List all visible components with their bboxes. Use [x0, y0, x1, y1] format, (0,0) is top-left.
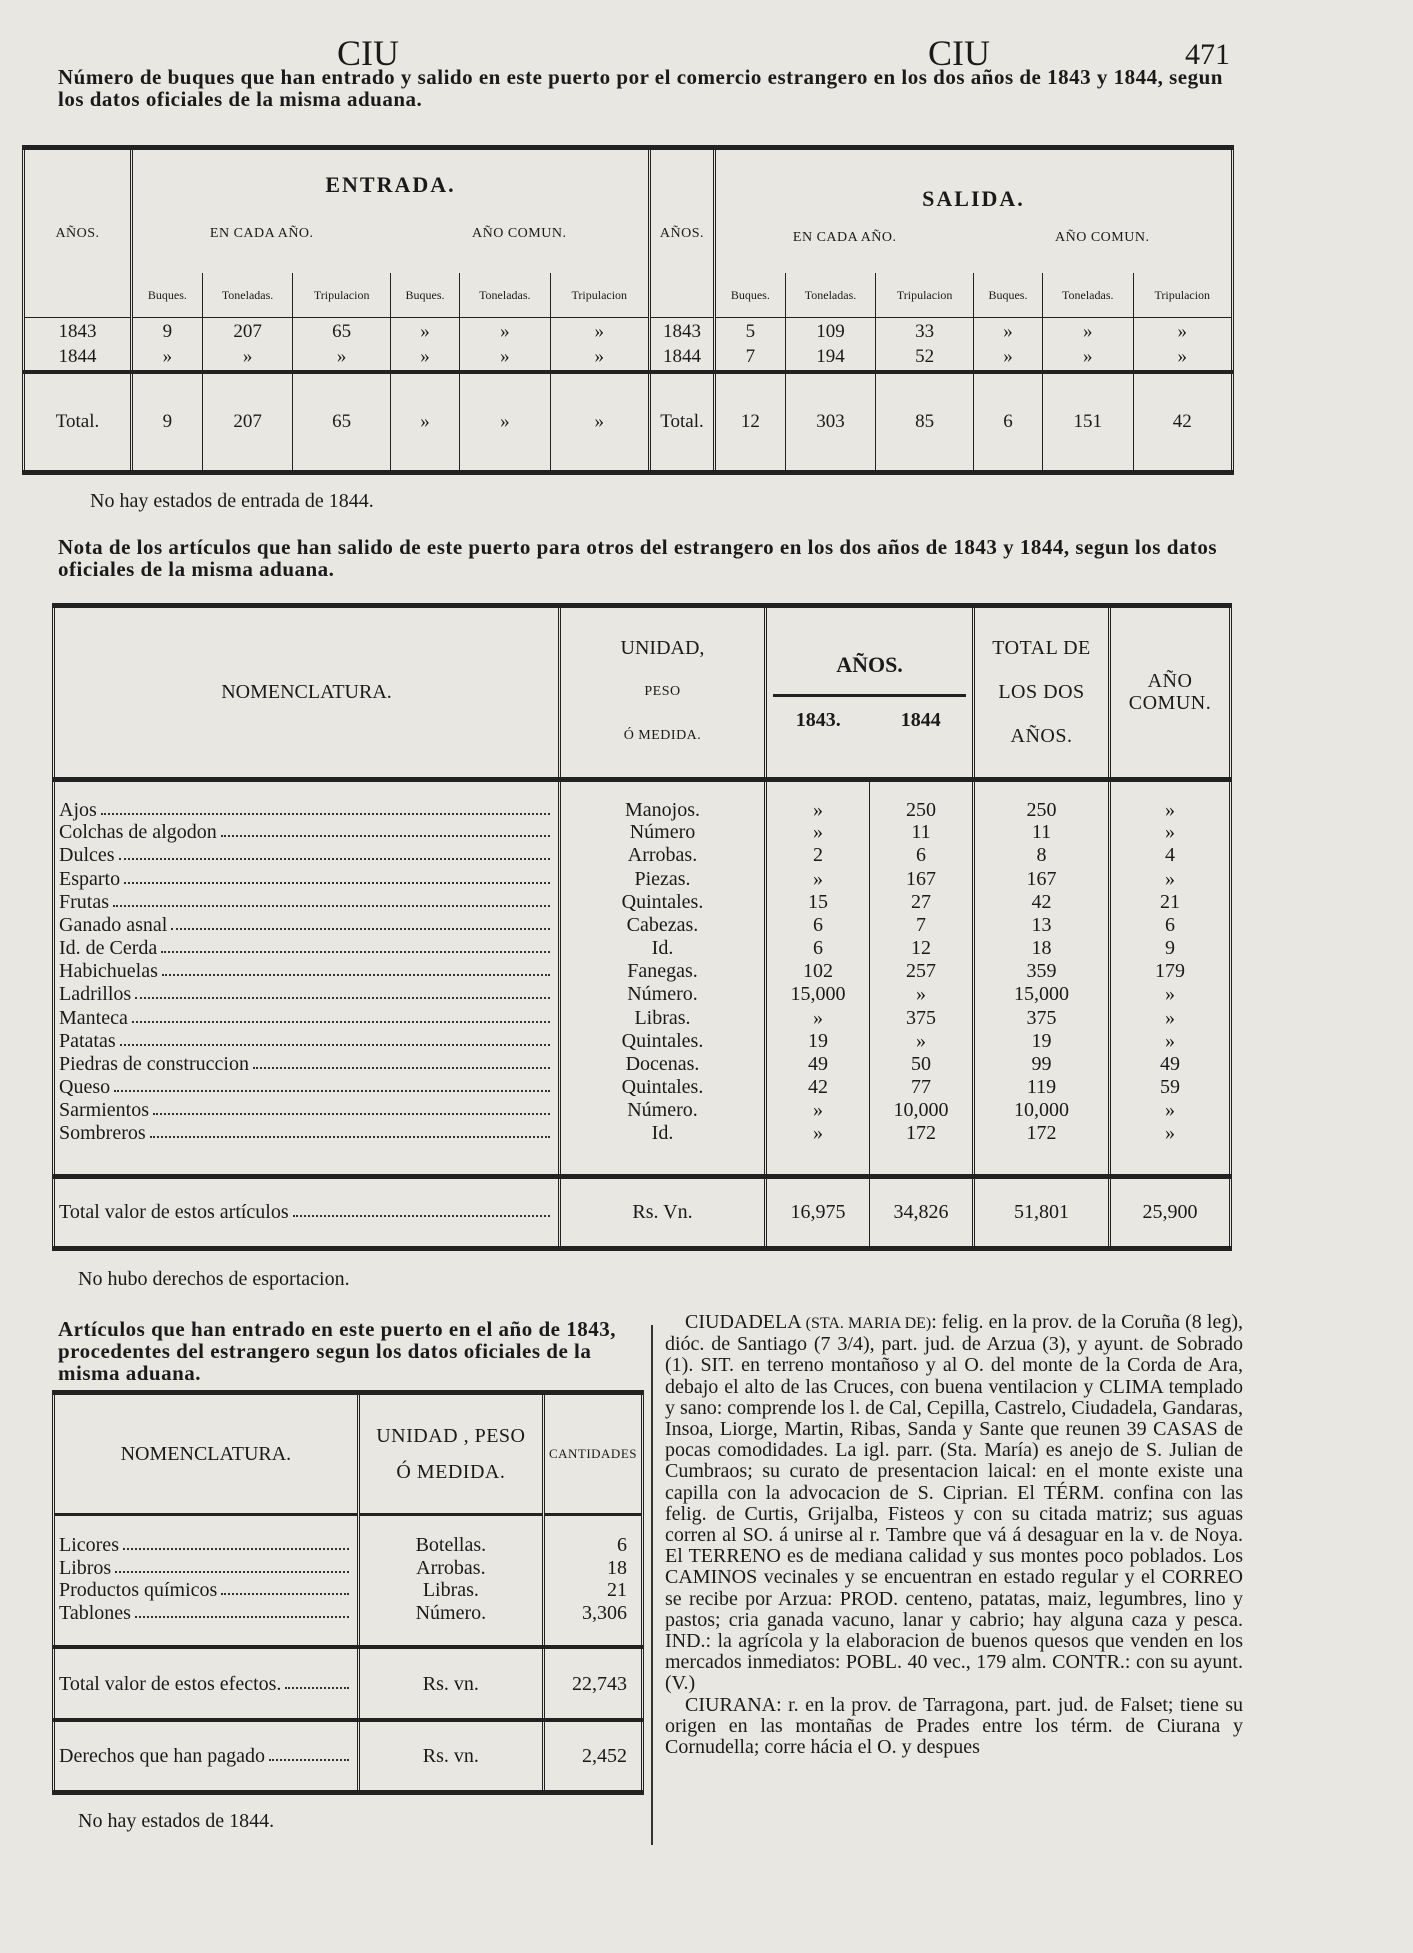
derechos-label: Derechos que han pagado: [59, 1744, 266, 1767]
item-unit: Número: [560, 821, 766, 844]
item-unit: Arrobas.: [560, 844, 766, 867]
data-cell: 33: [876, 318, 974, 345]
th-nomenclatura: NOMENCLATURA.: [54, 1393, 359, 1515]
item-total: 359: [974, 960, 1110, 983]
item-1843: 6: [766, 913, 870, 936]
data-cell: »: [293, 345, 391, 372]
year-cell: 1843: [649, 318, 714, 345]
total-both: 51,801: [974, 1176, 1110, 1248]
table3-footnote: No hay estados de 1844.: [78, 1810, 275, 1832]
data-cell: »: [460, 345, 551, 372]
entrada-ano-comun: AÑO COMUN.: [472, 226, 567, 241]
table-row: [54, 1556, 643, 1579]
item-comun: »: [1165, 821, 1175, 844]
table-row: [54, 821, 1231, 844]
th-medida: Ó MEDIDA.: [396, 1461, 506, 1484]
table-row: [54, 936, 1231, 959]
item-name: Esparto: [59, 867, 121, 890]
total-label: Total.: [649, 372, 714, 473]
table-row: [54, 1099, 1231, 1122]
item-name: Tablones: [59, 1602, 131, 1625]
table-row: [54, 1602, 643, 1625]
table2-footnote: No hubo derechos de esportacion.: [78, 1268, 350, 1290]
item-1844: 167: [870, 867, 974, 890]
total-cell: »: [390, 372, 459, 473]
table-row: [54, 1579, 643, 1602]
th-buques: Buques.: [390, 273, 459, 318]
data-cell: »: [132, 345, 203, 372]
data-cell: »: [1042, 318, 1133, 345]
item-unit: Número.: [560, 983, 766, 1006]
table-row: [54, 983, 1231, 1006]
total-label: Total valor de estos artículos: [59, 1201, 289, 1224]
th-tripulacion: Tripulacion: [550, 273, 649, 318]
year-cell: 1844: [649, 345, 714, 372]
total-value: 22,743: [572, 1672, 627, 1695]
item-total: 99: [974, 1052, 1110, 1075]
item-1843: 6: [766, 936, 870, 959]
item-1844: »: [870, 983, 974, 1006]
item-comun: 9: [1165, 937, 1175, 960]
entry-subhead: (STA. MARIA DE): [805, 1315, 932, 1332]
item-name: Queso: [59, 1075, 111, 1098]
item-comun: 179: [1155, 960, 1185, 983]
item-unit: Id.: [560, 1122, 766, 1145]
item-comun: »: [1165, 867, 1175, 890]
ships-table: [22, 145, 1234, 475]
col-anos-salida: AÑOS.: [649, 148, 714, 318]
th-anos: AÑOS.: [836, 651, 903, 677]
running-head-left: CIU: [337, 33, 399, 73]
item-comun: »: [1165, 1099, 1175, 1122]
item-comun: »: [1165, 798, 1175, 821]
item-1844: 50: [870, 1052, 974, 1075]
item-1844: »: [870, 1029, 974, 1052]
entrada-heading: ENTRADA.: [325, 172, 456, 197]
total-cell: 42: [1172, 410, 1192, 432]
item-total: 375: [974, 1006, 1110, 1029]
table1-footnote: No hay estados de entrada de 1844.: [90, 490, 374, 512]
data-cell: »: [1177, 320, 1188, 342]
total-label: Total.: [24, 372, 132, 473]
th-total3: AÑOS.: [1010, 725, 1073, 748]
entry-body: : r. en la prov. de Tarragona, part. jud. de Falset; tiene su origen en las montañas de Prades entre los térm. de Ciurana y Cornudella; corre hácia el O. y despues: [665, 1693, 1243, 1759]
item-1843: 15: [766, 890, 870, 913]
item-qty: 21: [607, 1579, 627, 1602]
total-cell: 85: [876, 372, 974, 473]
item-1844: 172: [870, 1122, 974, 1145]
item-1844: 10,000: [870, 1099, 974, 1122]
item-1844: 375: [870, 1006, 974, 1029]
data-cell: »: [390, 318, 459, 345]
item-name: Ajos: [59, 798, 97, 821]
table3-title: Artículos que han entrado en este puerto en el año de 1843, procedentes del estrangero segun los datos oficiales de la misma aduana.: [58, 1317, 616, 1385]
entry-ciurana: [665, 1695, 1243, 1759]
entry-ciudadela: [665, 1312, 1243, 1695]
data-cell: »: [550, 318, 649, 345]
data-cell: »: [973, 318, 1042, 345]
th-toneladas: Toneladas.: [460, 273, 551, 318]
item-name: Sombreros: [59, 1122, 146, 1145]
entrada-en-cada-ano: EN CADA AÑO.: [209, 226, 314, 241]
col-anos-entrada: AÑOS.: [24, 148, 132, 318]
item-unit: Fanegas.: [560, 960, 766, 983]
data-cell: »: [1177, 346, 1188, 368]
item-unit: Número.: [358, 1602, 543, 1625]
item-comun: 6: [1165, 913, 1175, 936]
item-total: 119: [974, 1075, 1110, 1098]
item-unit: Docenas.: [560, 1052, 766, 1075]
total-label: Total valor de estos efectos.: [59, 1672, 282, 1695]
th-buques: Buques.: [973, 273, 1042, 318]
item-unit: Botellas.: [358, 1515, 543, 1556]
table-row: [54, 960, 1231, 983]
item-unit: Quintales.: [560, 1029, 766, 1052]
item-name: Ganado asnal: [59, 913, 168, 936]
salida-ano-comun: AÑO COMUN.: [1055, 230, 1150, 245]
item-total: 11: [974, 821, 1110, 844]
running-head-center: CIU: [928, 33, 990, 73]
item-total: 13: [974, 913, 1110, 936]
item-total: 167: [974, 867, 1110, 890]
item-1844: 12: [870, 936, 974, 959]
total-unit: Rs. Vn.: [560, 1176, 766, 1248]
item-comun: 49: [1160, 1052, 1180, 1075]
data-cell: 9: [132, 318, 203, 345]
th-tripulacion: Tripulacion: [876, 273, 974, 318]
item-1844: 77: [870, 1075, 974, 1098]
data-cell: 5: [714, 318, 785, 345]
item-unit: Quintales.: [560, 890, 766, 913]
data-cell: 194: [785, 345, 876, 372]
item-name: Dulces: [59, 844, 115, 867]
item-1843: »: [766, 779, 870, 820]
item-name: Licores: [59, 1534, 119, 1557]
item-comun: »: [1165, 1029, 1175, 1052]
item-1843: »: [766, 1099, 870, 1122]
item-name: Colchas de algodon: [59, 821, 217, 844]
item-1844: 7: [870, 913, 974, 936]
item-comun: 21: [1160, 890, 1180, 913]
total-1844: 34,826: [870, 1176, 974, 1248]
item-name: Piedras de construccion: [59, 1052, 249, 1075]
entry-head: CIUDADELA: [685, 1311, 801, 1333]
item-comun: 59: [1160, 1075, 1180, 1098]
item-name: Id. de Cerda: [59, 937, 158, 960]
total-cell: 9: [132, 372, 203, 473]
th-total1: TOTAL DE: [992, 637, 1091, 660]
data-cell: 65: [293, 318, 391, 345]
data-cell: »: [460, 318, 551, 345]
th-buques: Buques.: [714, 273, 785, 318]
data-cell: »: [202, 345, 293, 372]
exports-table: [52, 603, 1232, 1251]
th-total2: LOS DOS: [998, 681, 1085, 704]
entry-head: CIURANA: [685, 1693, 777, 1716]
data-cell: »: [973, 345, 1042, 372]
item-total: 250: [974, 779, 1110, 820]
data-cell: 109: [785, 318, 876, 345]
item-total: 8: [974, 844, 1110, 867]
item-1843: 49: [766, 1052, 870, 1075]
salida-heading: SALIDA.: [922, 186, 1025, 211]
year-cell: 1843: [24, 318, 132, 345]
th-peso: PESO: [644, 684, 681, 700]
table-row: [54, 890, 1231, 913]
total-cell: 12: [714, 372, 785, 473]
item-name: Frutas: [59, 890, 109, 913]
page-number: 471: [1185, 38, 1230, 71]
item-unit: Libras.: [560, 1006, 766, 1029]
imports-table: [52, 1390, 644, 1795]
item-unit: Arrobas.: [358, 1556, 543, 1579]
item-unit: Id.: [560, 936, 766, 959]
item-1843: 102: [766, 960, 870, 983]
total-unit: Rs. vn.: [358, 1647, 543, 1720]
data-cell: 52: [876, 345, 974, 372]
th-tripulacion: Tripulacion: [1154, 287, 1211, 302]
th-medida: Ó MEDIDA.: [623, 728, 702, 744]
th-tripulacion: Tripulacion: [293, 273, 391, 318]
item-qty: 6: [617, 1534, 627, 1557]
table-row: [54, 913, 1231, 936]
item-name: Manteca: [59, 1006, 128, 1029]
column-divider: [651, 1325, 653, 1845]
table-row: [54, 1122, 1231, 1145]
item-name: Productos químicos: [59, 1579, 218, 1602]
data-cell: 207: [202, 318, 293, 345]
th-unidad-peso: UNIDAD , PESO: [376, 1425, 526, 1448]
item-comun: »: [1165, 983, 1175, 1006]
item-1843: »: [766, 1122, 870, 1145]
table1-title: Número de buques que han entrado y salido en este puerto por el comercio estrangero en los dos años de 1843 y 1844, segun los datos oficiales de la misma aduana.: [58, 65, 1223, 111]
item-name: Patatas: [59, 1029, 116, 1052]
item-comun: 4: [1165, 844, 1175, 867]
total-comun: 25,900: [1142, 1201, 1198, 1224]
item-1843: 2: [766, 844, 870, 867]
item-1844: 250: [870, 779, 974, 820]
item-comun: »: [1165, 1122, 1175, 1145]
table-row: [54, 1075, 1231, 1098]
total-cell: 65: [293, 372, 391, 473]
item-unit: Libras.: [358, 1579, 543, 1602]
th-ano-comun: AÑO COMUN.: [1128, 670, 1212, 715]
th-cantidades: CANTIDADES: [548, 1446, 637, 1462]
th-toneladas: Toneladas.: [785, 273, 876, 318]
total-1843: 16,975: [766, 1176, 870, 1248]
th-1844: 1844: [900, 708, 941, 731]
item-total: 42: [974, 890, 1110, 913]
item-total: 18: [974, 936, 1110, 959]
th-unidad: UNIDAD,: [620, 637, 705, 660]
data-cell: »: [550, 345, 649, 372]
total-cell: 303: [785, 372, 876, 473]
item-total: 10,000: [974, 1099, 1110, 1122]
total-cell: 151: [1042, 372, 1133, 473]
total-cell: 207: [202, 372, 293, 473]
table-row: [54, 779, 1231, 820]
item-name: Ladrillos: [59, 983, 132, 1006]
year-cell: 1844: [24, 345, 132, 372]
item-total: 15,000: [974, 983, 1110, 1006]
table-row: [54, 1006, 1231, 1029]
item-qty: 3,306: [582, 1602, 627, 1625]
item-unit: Quintales.: [560, 1075, 766, 1098]
item-1843: »: [766, 821, 870, 844]
table-row: [54, 844, 1231, 867]
table-row: [54, 867, 1231, 890]
item-unit: Cabezas.: [560, 913, 766, 936]
item-name: Sarmientos: [59, 1099, 149, 1122]
data-cell: »: [1042, 345, 1133, 372]
item-1843: »: [766, 1006, 870, 1029]
item-1843: »: [766, 867, 870, 890]
item-1844: 11: [870, 821, 974, 844]
item-unit: Número.: [560, 1099, 766, 1122]
item-comun: »: [1165, 1006, 1175, 1029]
th-nomenclatura: NOMENCLATURA.: [54, 606, 560, 780]
item-total: 172: [974, 1122, 1110, 1145]
table2-title: Nota de los artículos que han salido de este puerto para otros del estrangero en los dos años de 1843 y 1844, segun los datos oficiales de la misma aduana.: [58, 535, 1218, 581]
total-cell: 6: [973, 372, 1042, 473]
th-toneladas: Toneladas.: [202, 273, 293, 318]
item-unit: Manojos.: [560, 779, 766, 820]
item-total: 19: [974, 1029, 1110, 1052]
item-name: Libros: [59, 1556, 112, 1579]
th-1843: 1843.: [795, 708, 841, 731]
total-cell: »: [550, 372, 649, 473]
item-1843: 42: [766, 1075, 870, 1098]
item-unit: Piezas.: [560, 867, 766, 890]
item-1844: 27: [870, 890, 974, 913]
derechos-unit: Rs. vn.: [358, 1720, 543, 1793]
table-row: [54, 1052, 1231, 1075]
data-cell: »: [390, 345, 459, 372]
total-cell: »: [460, 372, 551, 473]
th-buques: Buques.: [132, 273, 203, 318]
derechos-value: 2,452: [582, 1744, 627, 1767]
item-1843: 15,000: [766, 983, 870, 1006]
item-name: Habichuelas: [59, 960, 158, 983]
item-1844: 257: [870, 960, 974, 983]
entry-text: [665, 1312, 1243, 1758]
table-row: [54, 1515, 643, 1556]
salida-en-cada-ano: EN CADA AÑO.: [792, 230, 897, 245]
item-1843: 19: [766, 1029, 870, 1052]
table-row: [54, 1029, 1231, 1052]
item-qty: 18: [607, 1556, 627, 1579]
data-cell: 7: [714, 345, 785, 372]
th-toneladas: Toneladas.: [1042, 273, 1133, 318]
item-1844: 6: [870, 844, 974, 867]
entry-body: : felig. en la prov. de la Coruña (8 leg), dióc. de Santiago (7 3/4), part. jud. de Arzua (3), y ayunt. de Sobrado (1). SIT. en terreno montañoso y al O. del monte de la Corda de Ara, debajo el alto de las Cruces, con buena ventilacion y CLIMA templado y sano: comprende los l. de Cal, Cepilla, Castrelo, Ciudadela, Gandaras, Insoa, Liorge, Martin, Ribas, Sanda y Sante que reunen 39 CASAS de pocas comodidades. La igl. parr. (Sta. María) es anejo de S. Julian de Cumbraos; su curato de presentacion laical: en el monte existe una capilla con la advocacion de S. Ciprian. El TÉRM. confina con las felig. de Curtis, Grijalba, Fisteos y con su citada matriz; sus aguas corren al SO. á unirse al r. Tambre que vá á desaguar en la v. de Noya. El TERRENO es de mediana calidad y sus montes poco poblados. Los CAMINOS vecinales y se encuentran en estado regular y el CORREO se recibe por Arzua: PROD. centeno, patatas, maiz, legumbres, lino y pastos; cria ganada vacuno, lanar y cabrio; hay alguna caza y pesca. IND.: la agrícola y la elaboracion de buenos quesos que venden en los mercados inmediatos: POBL. 40 vec., 179 alm. CONTR.: con su ayunt. (V.): [665, 1311, 1243, 1695]
